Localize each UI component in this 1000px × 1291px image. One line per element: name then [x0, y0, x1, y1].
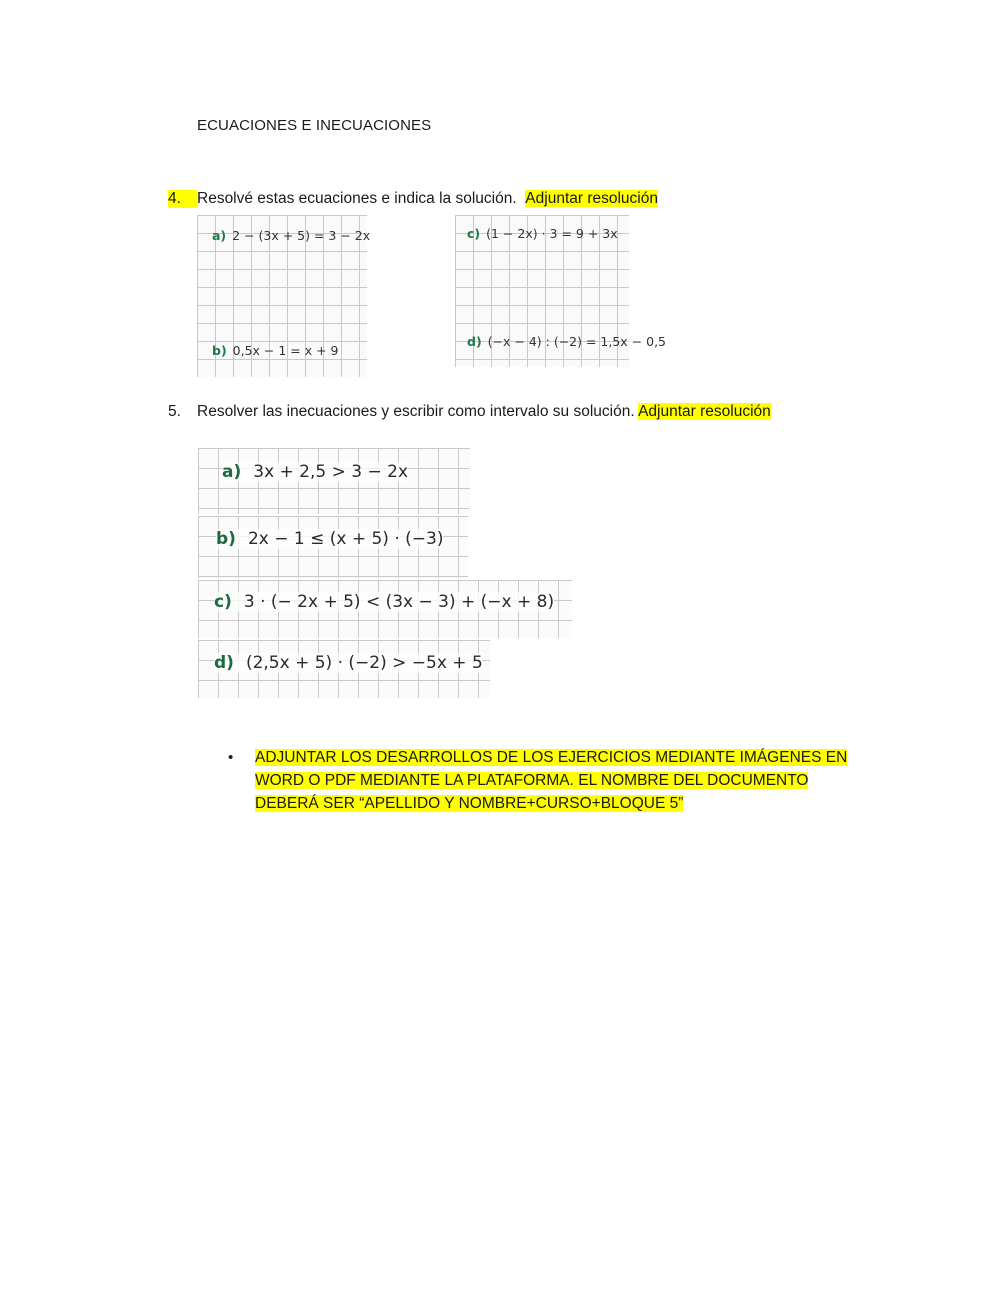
page-title: ECUACIONES E INECUACIONES [197, 117, 432, 134]
equation-a-letter: a) [212, 228, 227, 243]
question-5-attach-note: Adjuntar resolución [638, 403, 771, 420]
equation-b-letter: b) [212, 343, 227, 358]
inequation-b-letter: b) [216, 529, 236, 549]
question-5-text: Resolver las inecuaciones y escribir como intervalo su solución. [197, 403, 635, 420]
question-4 [168, 190, 658, 208]
question-5 [168, 403, 771, 421]
question-5-number: 5. [168, 403, 181, 420]
inequation-d [214, 653, 483, 673]
equation-c-expr: (1 − 2x) · 3 = 9 + 3x [486, 226, 618, 241]
inequation-a [222, 462, 408, 482]
bullet-icon: • [228, 749, 234, 766]
equation-c [467, 226, 618, 241]
inequation-a-letter: a) [222, 462, 242, 482]
inequation-a-expr: 3x + 2,5 > 3 − 2x [253, 462, 409, 482]
equation-a-expr: 2 − (3x + 5) = 3 − 2x [232, 228, 371, 243]
question-4-text: Resolvé estas ecuaciones e indica la solución. [197, 190, 517, 207]
equation-a [212, 228, 370, 243]
inequation-c [214, 592, 554, 612]
equation-d-expr: (−x − 4) : (−2) = 1,5x − 0,5 [487, 334, 667, 349]
submission-instructions [255, 746, 865, 815]
question-4-attach-note: Adjuntar resolución [525, 190, 658, 207]
equation-d-letter: d) [467, 334, 482, 349]
equation-d [467, 334, 666, 349]
equation-c-letter: c) [467, 226, 481, 241]
inequation-c-expr: 3 · (− 2x + 5) < (3x − 3) + (−x + 8) [243, 592, 555, 612]
submission-instructions-text: ADJUNTAR LOS DESARROLLOS DE LOS EJERCICIOS MEDIANTE IMÁGENES EN WORD O PDF MEDIANTE LA PLATAFORMA. EL NOMBRE DEL DOCUMENTO DEBERÁ SER “APELLIDO Y NOMBRE+CURSO+BLOQUE 5” [255, 749, 848, 812]
equation-b-expr: 0,5x − 1 = x + 9 [232, 343, 339, 358]
inequation-c-letter: c) [214, 592, 232, 612]
question-4-number: 4. [168, 190, 197, 208]
inequation-b-expr: 2x − 1 ≤ (x + 5) · (−3) [247, 529, 444, 549]
equation-b [212, 343, 339, 358]
inequation-d-letter: d) [214, 653, 234, 673]
inequation-b [216, 529, 443, 549]
inequation-d-expr: (2,5x + 5) · (−2) > −5x + 5 [245, 653, 483, 673]
